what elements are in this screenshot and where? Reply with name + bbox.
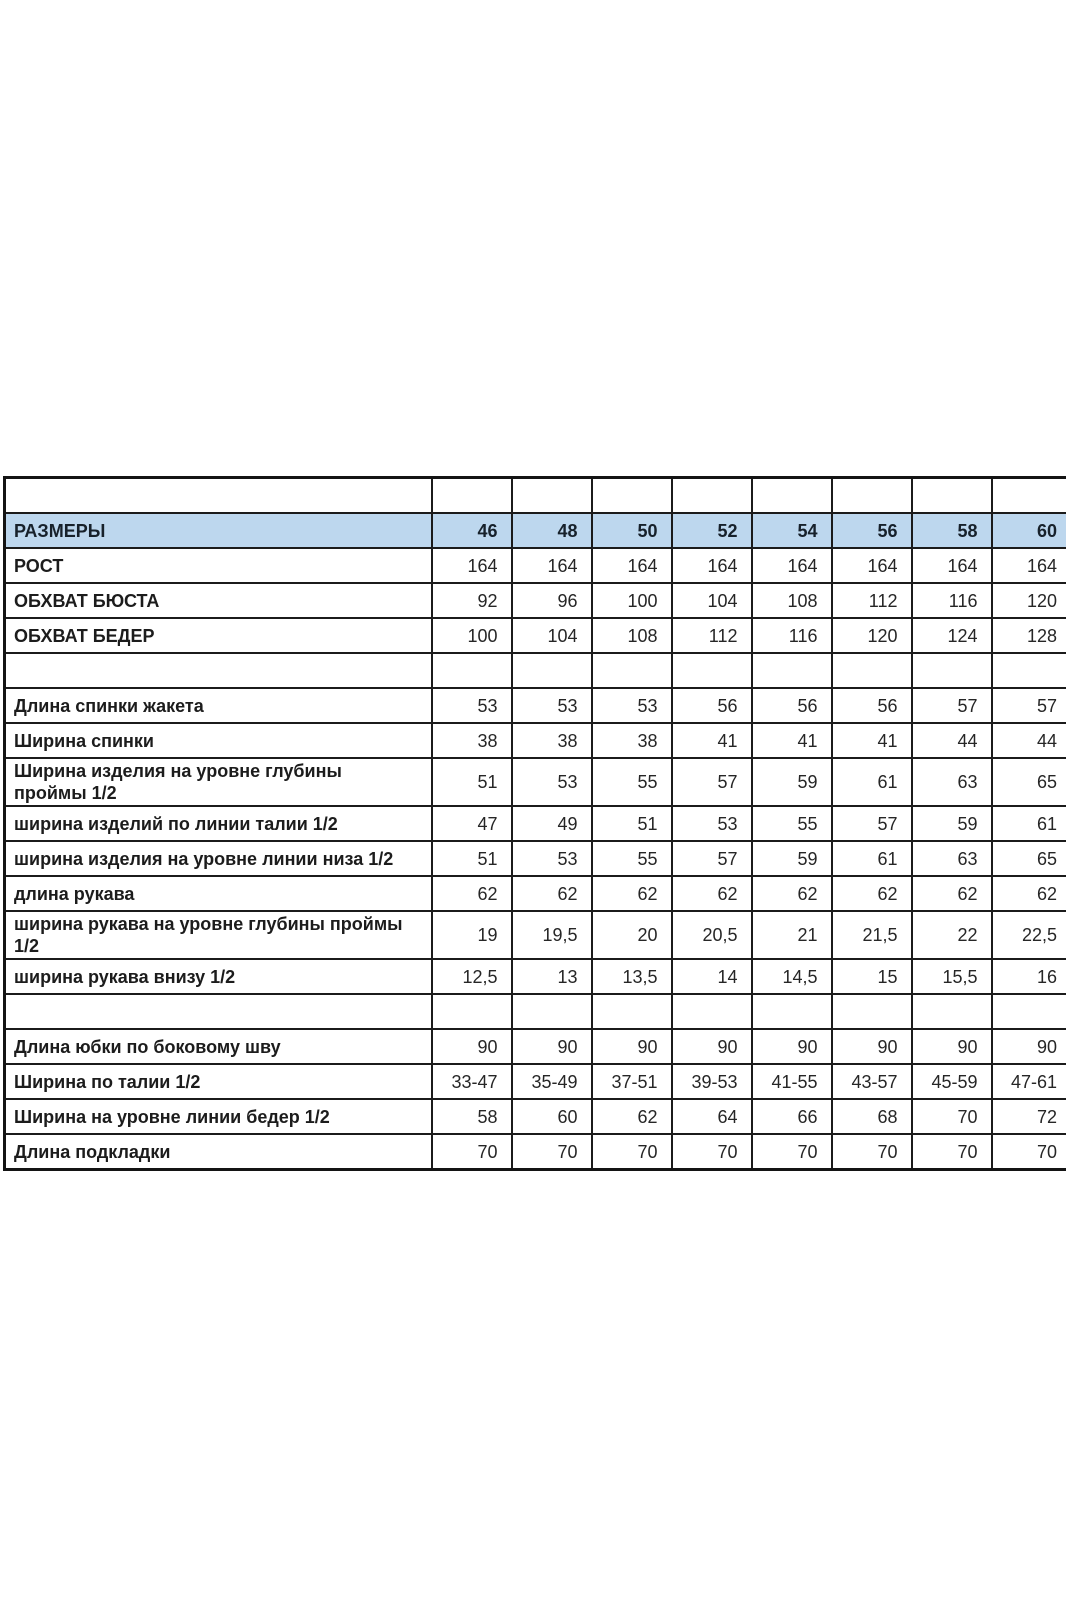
value-cell: 104 bbox=[672, 583, 752, 618]
value-cell: 57 bbox=[912, 688, 992, 723]
row-label: Ширина на уровне линии бедер 1/2 bbox=[5, 1099, 432, 1134]
size-header-cell: 46 bbox=[432, 513, 512, 548]
value-cell: 100 bbox=[592, 583, 672, 618]
value-cell: 62 bbox=[592, 876, 672, 911]
value-cell: 65 bbox=[992, 758, 1066, 806]
value-cell: 62 bbox=[672, 876, 752, 911]
value-cell bbox=[912, 653, 992, 688]
value-cell: 41 bbox=[752, 723, 832, 758]
value-cell: 53 bbox=[512, 688, 592, 723]
value-cell: 53 bbox=[592, 688, 672, 723]
value-cell: 43-57 bbox=[832, 1064, 912, 1099]
value-cell: 164 bbox=[512, 548, 592, 583]
value-cell: 128 bbox=[992, 618, 1066, 653]
value-cell: 120 bbox=[832, 618, 912, 653]
size-header-cell: 48 bbox=[512, 513, 592, 548]
value-cell: 47-61 bbox=[992, 1064, 1066, 1099]
value-cell: 57 bbox=[672, 758, 752, 806]
row-label: РАЗМЕРЫ bbox=[5, 513, 432, 548]
row-label bbox=[5, 994, 432, 1029]
value-cell: 57 bbox=[672, 841, 752, 876]
value-cell: 90 bbox=[752, 1029, 832, 1064]
value-cell: 108 bbox=[592, 618, 672, 653]
value-cell bbox=[432, 478, 512, 514]
row-label: ширина рукава на уровне глубины проймы 1/2 bbox=[5, 911, 432, 959]
row-label: Ширина по талии 1/2 bbox=[5, 1064, 432, 1099]
value-cell bbox=[832, 478, 912, 514]
value-cell: 41 bbox=[832, 723, 912, 758]
value-cell: 90 bbox=[912, 1029, 992, 1064]
value-cell: 13,5 bbox=[592, 959, 672, 994]
table-row bbox=[5, 876, 1066, 911]
value-cell: 62 bbox=[752, 876, 832, 911]
value-cell: 164 bbox=[432, 548, 512, 583]
value-cell bbox=[672, 478, 752, 514]
value-cell: 44 bbox=[912, 723, 992, 758]
value-cell bbox=[592, 653, 672, 688]
value-cell: 15 bbox=[832, 959, 912, 994]
value-cell: 61 bbox=[992, 806, 1066, 841]
row-label: ОБХВАТ БЕДЕР bbox=[5, 618, 432, 653]
value-cell: 21,5 bbox=[832, 911, 912, 959]
value-cell: 35-49 bbox=[512, 1064, 592, 1099]
table-row bbox=[5, 1029, 1066, 1064]
table-row bbox=[5, 618, 1066, 653]
row-label: ширина рукава внизу 1/2 bbox=[5, 959, 432, 994]
value-cell: 51 bbox=[592, 806, 672, 841]
table-row bbox=[5, 1134, 1066, 1170]
value-cell: 14,5 bbox=[752, 959, 832, 994]
value-cell: 55 bbox=[592, 758, 672, 806]
value-cell: 53 bbox=[432, 688, 512, 723]
value-cell: 62 bbox=[512, 876, 592, 911]
value-cell: 120 bbox=[992, 583, 1066, 618]
value-cell: 62 bbox=[832, 876, 912, 911]
value-cell bbox=[432, 653, 512, 688]
table-row bbox=[5, 688, 1066, 723]
row-label: Ширина изделия на уровне глубины проймы 1/2 bbox=[5, 758, 432, 806]
value-cell: 59 bbox=[752, 758, 832, 806]
value-cell: 12,5 bbox=[432, 959, 512, 994]
value-cell: 164 bbox=[752, 548, 832, 583]
value-cell: 55 bbox=[752, 806, 832, 841]
value-cell: 116 bbox=[912, 583, 992, 618]
value-cell: 53 bbox=[672, 806, 752, 841]
value-cell: 92 bbox=[432, 583, 512, 618]
value-cell bbox=[592, 478, 672, 514]
size-header-cell: 56 bbox=[832, 513, 912, 548]
value-cell: 55 bbox=[592, 841, 672, 876]
row-label: ОБХВАТ БЮСТА bbox=[5, 583, 432, 618]
value-cell: 57 bbox=[992, 688, 1066, 723]
spacer-row bbox=[5, 478, 1066, 514]
table-row bbox=[5, 1099, 1066, 1134]
value-cell bbox=[752, 653, 832, 688]
table-row bbox=[5, 959, 1066, 994]
value-cell: 61 bbox=[832, 841, 912, 876]
value-cell: 49 bbox=[512, 806, 592, 841]
size-header-cell: 54 bbox=[752, 513, 832, 548]
value-cell bbox=[832, 653, 912, 688]
value-cell: 21 bbox=[752, 911, 832, 959]
value-cell: 60 bbox=[512, 1099, 592, 1134]
value-cell: 70 bbox=[752, 1134, 832, 1170]
value-cell: 57 bbox=[832, 806, 912, 841]
value-cell: 19,5 bbox=[512, 911, 592, 959]
size-chart-body bbox=[5, 478, 1066, 1170]
value-cell: 41-55 bbox=[752, 1064, 832, 1099]
value-cell: 70 bbox=[912, 1134, 992, 1170]
row-label: Длина юбки по боковому шву bbox=[5, 1029, 432, 1064]
value-cell bbox=[752, 478, 832, 514]
value-cell: 70 bbox=[832, 1134, 912, 1170]
table-row bbox=[5, 583, 1066, 618]
size-header-cell: 50 bbox=[592, 513, 672, 548]
value-cell: 62 bbox=[592, 1099, 672, 1134]
value-cell: 22,5 bbox=[992, 911, 1066, 959]
value-cell: 96 bbox=[512, 583, 592, 618]
value-cell: 70 bbox=[592, 1134, 672, 1170]
value-cell: 62 bbox=[432, 876, 512, 911]
value-cell bbox=[672, 653, 752, 688]
value-cell: 14 bbox=[672, 959, 752, 994]
value-cell bbox=[912, 994, 992, 1029]
value-cell: 72 bbox=[992, 1099, 1066, 1134]
row-label: РОСТ bbox=[5, 548, 432, 583]
size-header-cell: 60 bbox=[992, 513, 1066, 548]
value-cell: 68 bbox=[832, 1099, 912, 1134]
value-cell: 59 bbox=[752, 841, 832, 876]
value-cell: 90 bbox=[592, 1029, 672, 1064]
table-row bbox=[5, 1064, 1066, 1099]
value-cell bbox=[432, 994, 512, 1029]
value-cell: 112 bbox=[672, 618, 752, 653]
value-cell: 20,5 bbox=[672, 911, 752, 959]
value-cell bbox=[592, 994, 672, 1029]
value-cell: 53 bbox=[512, 758, 592, 806]
value-cell: 45-59 bbox=[912, 1064, 992, 1099]
value-cell: 70 bbox=[512, 1134, 592, 1170]
value-cell: 70 bbox=[992, 1134, 1066, 1170]
size-header-cell: 58 bbox=[912, 513, 992, 548]
value-cell: 37-51 bbox=[592, 1064, 672, 1099]
row-label: ширина изделий по линии талии 1/2 bbox=[5, 806, 432, 841]
value-cell: 70 bbox=[912, 1099, 992, 1134]
table-row bbox=[5, 911, 1066, 959]
value-cell: 164 bbox=[592, 548, 672, 583]
value-cell bbox=[512, 478, 592, 514]
value-cell: 20 bbox=[592, 911, 672, 959]
value-cell: 124 bbox=[912, 618, 992, 653]
value-cell: 90 bbox=[432, 1029, 512, 1064]
value-cell: 90 bbox=[672, 1029, 752, 1064]
table-row bbox=[5, 806, 1066, 841]
value-cell: 164 bbox=[912, 548, 992, 583]
value-cell: 13 bbox=[512, 959, 592, 994]
value-cell bbox=[912, 478, 992, 514]
value-cell: 56 bbox=[832, 688, 912, 723]
value-cell: 90 bbox=[832, 1029, 912, 1064]
size-chart-wrapper bbox=[3, 476, 1066, 1171]
value-cell: 16 bbox=[992, 959, 1066, 994]
value-cell: 63 bbox=[912, 841, 992, 876]
value-cell: 108 bbox=[752, 583, 832, 618]
value-cell: 59 bbox=[912, 806, 992, 841]
value-cell: 58 bbox=[432, 1099, 512, 1134]
value-cell: 51 bbox=[432, 841, 512, 876]
value-cell: 22 bbox=[912, 911, 992, 959]
value-cell: 44 bbox=[992, 723, 1066, 758]
value-cell: 116 bbox=[752, 618, 832, 653]
value-cell: 65 bbox=[992, 841, 1066, 876]
row-label: ширина изделия на уровне линии низа 1/2 bbox=[5, 841, 432, 876]
table-row bbox=[5, 723, 1066, 758]
row-label: длина рукава bbox=[5, 876, 432, 911]
value-cell bbox=[832, 994, 912, 1029]
value-cell bbox=[752, 994, 832, 1029]
table-row bbox=[5, 841, 1066, 876]
spacer-row bbox=[5, 653, 1066, 688]
value-cell: 63 bbox=[912, 758, 992, 806]
value-cell: 100 bbox=[432, 618, 512, 653]
row-label bbox=[5, 478, 432, 514]
value-cell: 62 bbox=[992, 876, 1066, 911]
value-cell: 47 bbox=[432, 806, 512, 841]
value-cell: 56 bbox=[672, 688, 752, 723]
value-cell: 90 bbox=[992, 1029, 1066, 1064]
value-cell: 104 bbox=[512, 618, 592, 653]
value-cell: 38 bbox=[512, 723, 592, 758]
value-cell: 66 bbox=[752, 1099, 832, 1134]
value-cell bbox=[992, 994, 1066, 1029]
spacer-row bbox=[5, 994, 1066, 1029]
value-cell: 51 bbox=[432, 758, 512, 806]
value-cell bbox=[672, 994, 752, 1029]
value-cell: 56 bbox=[752, 688, 832, 723]
value-cell: 38 bbox=[592, 723, 672, 758]
value-cell: 41 bbox=[672, 723, 752, 758]
value-cell bbox=[512, 994, 592, 1029]
value-cell: 164 bbox=[992, 548, 1066, 583]
value-cell: 70 bbox=[432, 1134, 512, 1170]
size-header-cell: 52 bbox=[672, 513, 752, 548]
row-label: Длина спинки жакета bbox=[5, 688, 432, 723]
value-cell: 19 bbox=[432, 911, 512, 959]
value-cell bbox=[992, 478, 1066, 514]
value-cell: 61 bbox=[832, 758, 912, 806]
table-row bbox=[5, 548, 1066, 583]
value-cell: 15,5 bbox=[912, 959, 992, 994]
row-label: Длина подкладки bbox=[5, 1134, 432, 1170]
value-cell: 70 bbox=[672, 1134, 752, 1170]
value-cell: 39-53 bbox=[672, 1064, 752, 1099]
value-cell: 90 bbox=[512, 1029, 592, 1064]
row-label bbox=[5, 653, 432, 688]
value-cell: 112 bbox=[832, 583, 912, 618]
value-cell: 33-47 bbox=[432, 1064, 512, 1099]
value-cell bbox=[992, 653, 1066, 688]
value-cell: 164 bbox=[672, 548, 752, 583]
value-cell: 53 bbox=[512, 841, 592, 876]
value-cell: 38 bbox=[432, 723, 512, 758]
size-header-row bbox=[5, 513, 1066, 548]
value-cell: 64 bbox=[672, 1099, 752, 1134]
value-cell: 62 bbox=[912, 876, 992, 911]
value-cell: 164 bbox=[832, 548, 912, 583]
size-chart-table bbox=[3, 476, 1066, 1171]
row-label: Ширина спинки bbox=[5, 723, 432, 758]
value-cell bbox=[512, 653, 592, 688]
table-row bbox=[5, 758, 1066, 806]
